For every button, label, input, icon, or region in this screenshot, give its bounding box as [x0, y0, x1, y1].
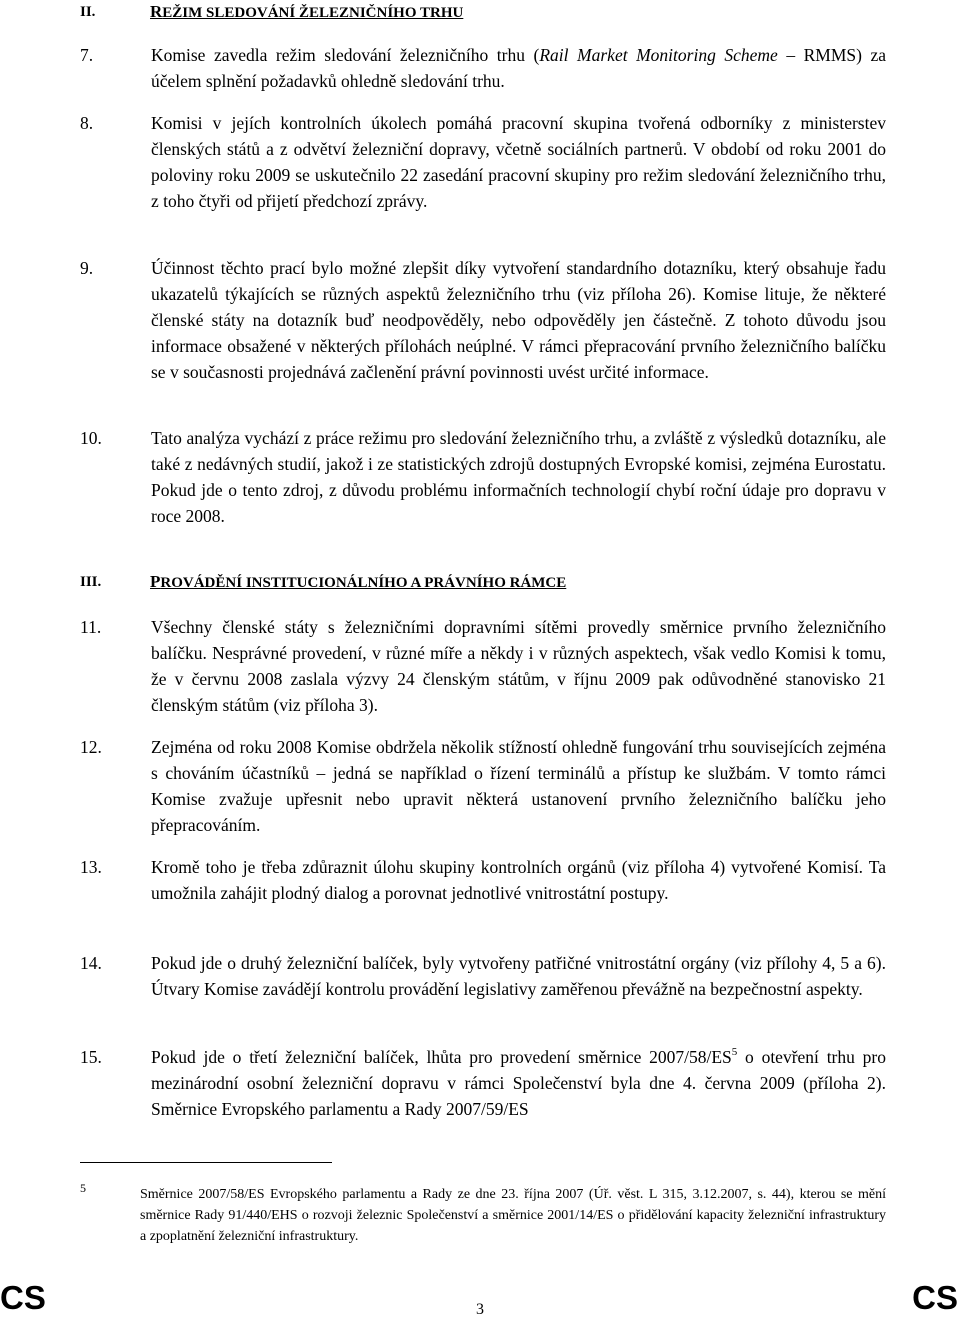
paragraph-7 — [80, 42, 886, 94]
footnote — [80, 1181, 886, 1247]
paragraph-12 — [80, 734, 886, 838]
paragraph-11 — [80, 614, 886, 718]
section-title: PROVÁDĚNÍ INSTITUCIONÁLNÍHO A PRÁVNÍHO RÁMCE — [150, 572, 567, 591]
paragraph-text: Tato analýza vychází z práce režimu pro sledování železničního trhu, a zvláště z výsledků dotazníku, ale také z nedávných studií, jakož i ze statistických zdrojů dostupných Evropské komisi, zejména Eurostatu. Pokud jde o tento zdroj, z důvodu problému informačních technologií chybí roční údaje pro dopravu v roce 2008. — [151, 428, 886, 526]
footnote-text: Směrnice 2007/58/ES Evropského parlamentu a Rady ze dne 23. října 2007 (Úř. věst. L 315, 3.12.2007, s. 44), kterou se mění směrnice Rady 91/440/EHS o rozvoji železnic Společenství a směrnice 2001/14/ES o přidělování kapacity železniční infrastruktury a zpoplatnění železniční infrastruktury. — [140, 1187, 886, 1244]
paragraph-text: Pokud jde o druhý železniční balíček, byly vytvořeny patřičné vnitrostátní orgány (viz přílohy 4, 5 a 6). Útvary Komise zavádějí kontrolu provádění legislativy zaměřenou převážně na bezpečnostní aspekty. — [151, 953, 886, 999]
paragraph-number: 10. — [80, 428, 102, 448]
paragraph-number: 14. — [80, 953, 102, 973]
paragraph-number: 13. — [80, 857, 102, 877]
paragraph-8 — [80, 110, 886, 214]
paragraph-text: Účinnost těchto prací bylo možné zlepšit díky vytvoření standardního dotazníku, který obsahuje řadu ukazatelů týkajících se různých aspektů železničního trhu (viz příloha 26). Komise lituje, že některé členské státy na dotazník buď neodpověděly, nebo odpověděly jen částečně. Z tohoto důvodu jsou informace obsažené v některých přílohách neúplné. V rámci přepracování prvního železničního balíčku se v současnosti projednává začlenění právní povinnosti uvést určité informace. — [151, 258, 886, 382]
paragraph-text: Pokud jde o třetí železniční balíček, lhůta pro provedení směrnice $2007/58/ES^5$ o otevření trhu pro mezinárodní osobní železniční dopravu v rámci Společenství byla dne 4. června 2009 (příloha 2). Směrnice Evropského parlamentu a Rady 2007/59/ES — [151, 1046, 886, 1119]
paragraph-text: Komisi v jejích kontrolních úkolech pomáhá pracovní skupina tvořená odborníky z ministerstev členských států a z odvětví železniční dopravy, včetně sociálních partnerů. V období od roku 2001 do poloviny roku 2009 se uskutečnilo 22 zasedání pracovní skupiny pro režim sledování železničního trhu, z toho čtyři od přijetí předchozí zprávy. — [151, 113, 886, 211]
paragraph-text: Komise zavedla režim sledování železničního trhu (Rail Market Monitoring Scheme – RMMS) za účelem splnění požadavků ohledně sledování trhu. — [151, 45, 887, 91]
section-title: REŽIM SLEDOVÁNÍ ŽELEZNIČNÍHO TRHU — [150, 2, 464, 21]
paragraph-15 — [80, 1044, 886, 1122]
page-number: 3 — [476, 1301, 484, 1318]
paragraph-10 — [80, 425, 886, 529]
paragraph-number: 11. — [80, 617, 102, 637]
section-number: II. — [80, 4, 96, 20]
language-code-left: CS — [0, 1279, 46, 1316]
paragraph-number: 12. — [80, 737, 102, 757]
paragraph-14 — [80, 950, 886, 1002]
footnote-reference: 5 — [731, 1046, 738, 1058]
paragraph-text: Zejména od roku 2008 Komise obdržela několik stížností ohledně fungování trhu souvisejících zejména s chováním účastníků – jedná se například o řízení terminálů a přístup ke službám. V tomto rámci Komise zvažuje upřesnit nebo upravit některá ustanovení prvního železničního balíčku jeho přepracováním. — [151, 737, 886, 835]
footnote-separator — [80, 1162, 332, 1163]
paragraph-9 — [80, 255, 886, 385]
paragraph-text: Všechny členské státy s železničními dopravními sítěmi provedly směrnice prvního železničního balíčku. Nesprávné provedení, v různé míře a někdy i v různých aspektech, však vedlo Komisi k tomu, že v červnu 2008 zaslala výzvy 24 členským státům, v říjnu 2009 pak odůvodněné stanovisko 21 členským státům (viz příloha 3). — [151, 617, 886, 715]
footnote-number: 5 — [80, 1181, 86, 1195]
paragraph-13 — [80, 854, 886, 906]
paragraph-number: 8. — [80, 113, 94, 133]
section-number: III. — [80, 574, 102, 590]
language-code-right: CS — [912, 1279, 958, 1316]
paragraph-number: 7. — [80, 45, 94, 65]
paragraph-text: Kromě toho je třeba zdůraznit úlohu skupiny kontrolních orgánů (viz příloha 4) vytvořené Komisí. Ta umožnila zahájit plodný dialog a porovnat jednotlivé vnitrostátní postupy. — [151, 857, 886, 903]
paragraph-number: 15. — [80, 1047, 102, 1067]
paragraph-number: 9. — [80, 258, 94, 278]
